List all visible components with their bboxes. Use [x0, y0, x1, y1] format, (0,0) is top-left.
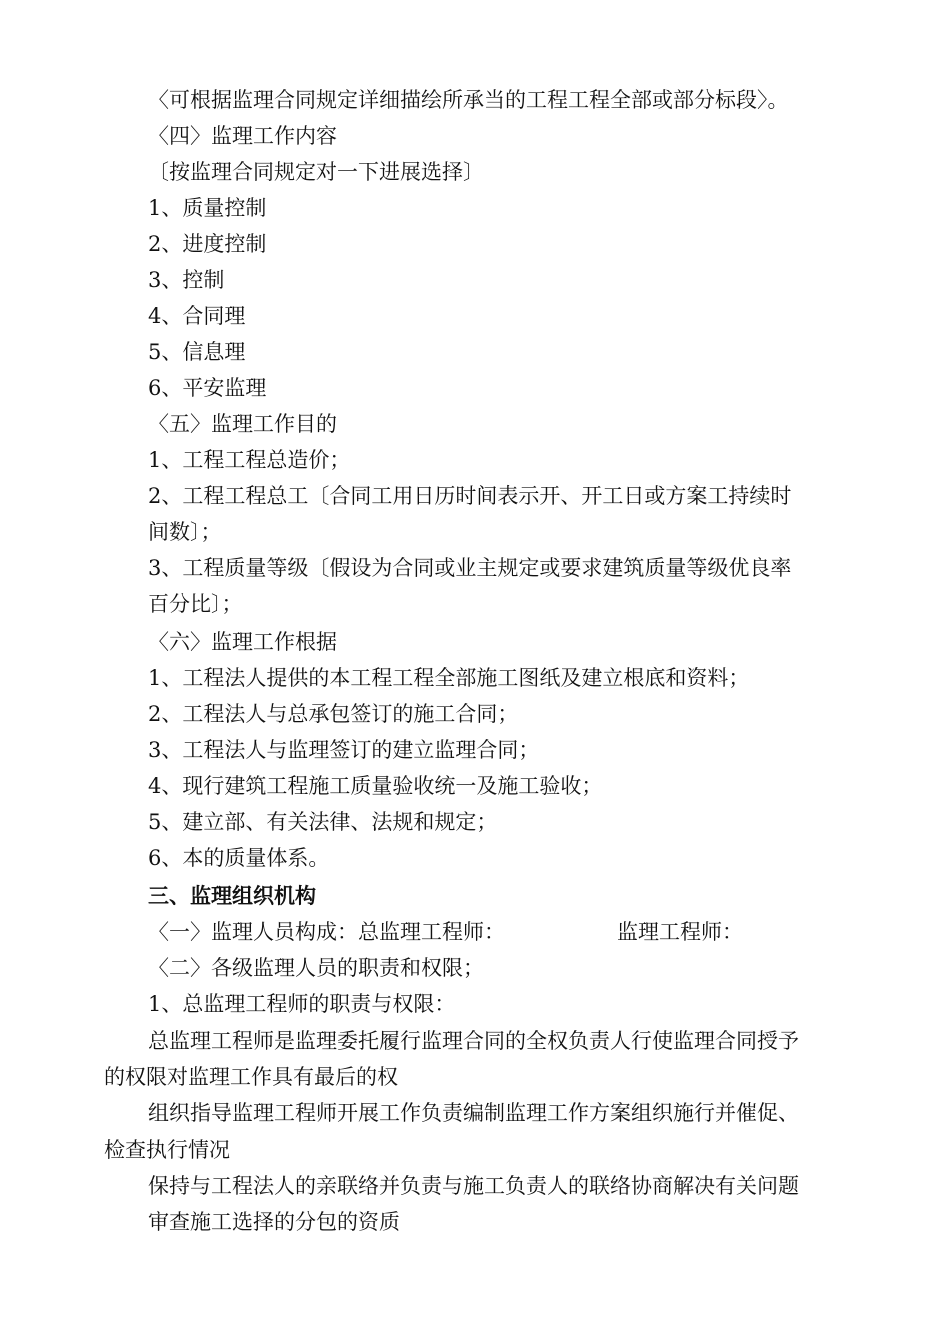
paragraph-line: 审查施工选择的分包的资质	[148, 1210, 400, 1234]
heading-work-basis: 〈六〉监理工作根据	[148, 630, 337, 654]
heading-work-content: 〈四〉监理工作内容	[148, 124, 337, 148]
paragraph-line: 保持与工程法人的亲联络并负责与施工负责人的联络协商解决有关问题	[148, 1174, 799, 1198]
list-item: 4、现行建筑工程施工质量验收统一及施工验收；	[148, 774, 603, 798]
list-item: 3、工程法人与监理签订的建立监理合同；	[148, 738, 540, 762]
list-item: 5、建立部、有关法律、法规和规定；	[148, 810, 498, 834]
list-item-continuation: 百分比〕；	[148, 592, 243, 616]
list-item: 6、本的质量体系。	[148, 846, 330, 870]
list-item: 1、工程法人提供的本工程工程全部施工图纸及建立根底和资料；	[148, 666, 750, 690]
chief-engineer-label: 〈一〉监理人员构成：总监理工程师：	[148, 920, 505, 944]
list-item: 2、进度控制	[148, 232, 267, 256]
list-item: 1、质量控制	[148, 196, 267, 220]
list-item: 4、合同理	[148, 304, 246, 328]
paragraph-selection-note: 〔按监理合同规定对一下进展选择〕	[148, 160, 484, 184]
paragraph-scope-note: 〈可根据监理合同规定详细描绘所承当的工程工程全部或部分标段〉。	[148, 88, 789, 112]
heading-work-objectives: 〈五〉监理工作目的	[148, 412, 337, 436]
heading-duties: 〈二〉各级监理人员的职责和权限；	[148, 956, 484, 980]
supervision-engineer-label: 监理工程师：	[617, 920, 743, 944]
paragraph-line: 总监理工程师是监理委托履行监理合同的全权负责人行使监理合同授予	[148, 1029, 799, 1053]
paragraph-line: 检查执行情况	[104, 1138, 230, 1162]
list-item: 1、总监理工程师的职责与权限：	[148, 992, 456, 1016]
paragraph-line: 的权限对监理工作具有最后的权	[104, 1065, 398, 1089]
paragraph-line: 组织指导监理工程师开展工作负责编制监理工作方案组织施行并催促、	[148, 1101, 799, 1125]
list-item: 3、控制	[148, 268, 225, 292]
list-item-continuation: 间数〕；	[148, 520, 222, 544]
list-item: 2、工程法人与总承包签订的施工合同；	[148, 702, 519, 726]
section-heading-organization: 三、监理组织机构	[148, 884, 316, 908]
list-item: 3、工程质量等级〔假设为合同或业主规定或要求建筑质量等级优良率	[148, 556, 792, 580]
personnel-line	[148, 917, 743, 947]
list-item: 6、平安监理	[148, 376, 267, 400]
list-item: 2、工程工程总工〔合同工用日历时间表示开、开工日或方案工持续时	[148, 484, 792, 508]
list-item: 1、工程工程总造价；	[148, 448, 351, 472]
list-item: 5、信息理	[148, 340, 246, 364]
